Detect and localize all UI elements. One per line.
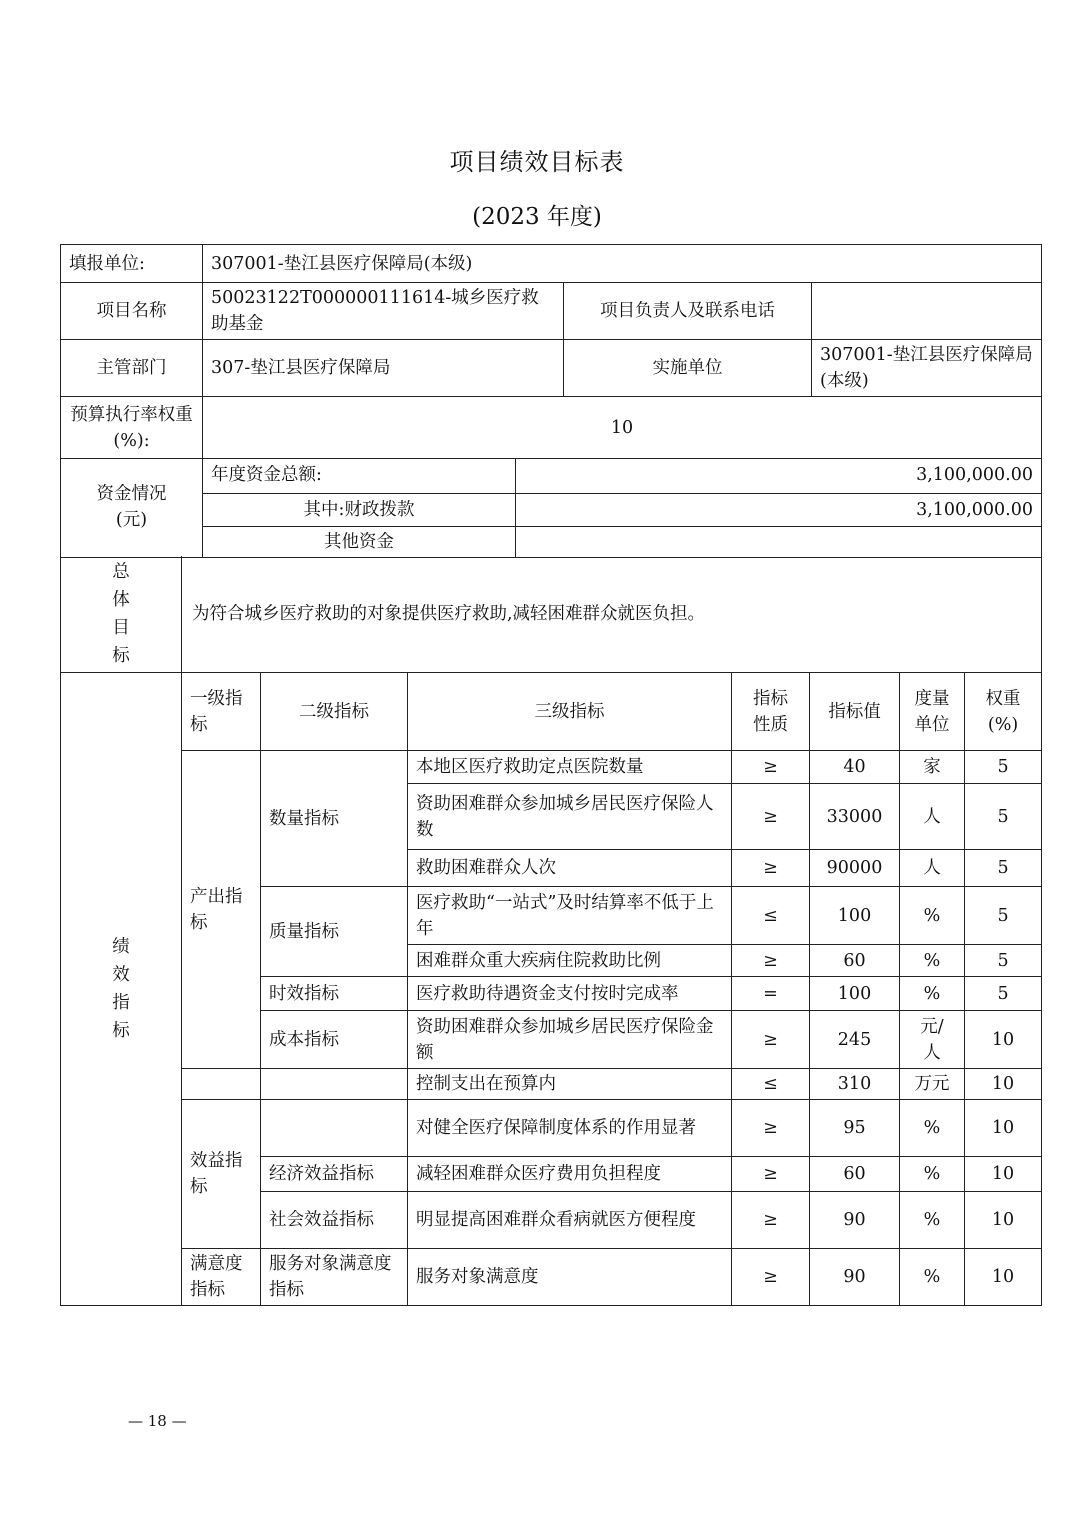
indicator-name: 减轻困难群众医疗费用负担程度 (408, 1157, 732, 1192)
funds-table (60, 458, 1042, 558)
indicator-nature: ≥ (732, 1157, 810, 1192)
group-output: 产出指标 (182, 751, 261, 1069)
indicator-weight: 10 (965, 1069, 1042, 1100)
indicator-name: 医疗救助“一站式”及时结算率不低于上年 (408, 887, 732, 945)
level2-empty (261, 1069, 408, 1100)
subgroup-service: 服务对象满意度指标 (261, 1249, 408, 1306)
indicator-weight: 5 (965, 977, 1042, 1011)
indicator-unit: % (900, 977, 965, 1011)
indicator-unit: % (900, 1192, 965, 1249)
reporting-unit-value: 307001-垫江县医疗保障局(本级) (203, 245, 1042, 283)
project-name-label: 项目名称 (61, 283, 203, 340)
department-label: 主管部门 (61, 340, 203, 397)
indicator-nature: ≥ (732, 1249, 810, 1306)
indicator-name: 医疗救助待遇资金支付按时完成率 (408, 977, 732, 1011)
indicator-name: 本地区医疗救助定点医院数量 (408, 751, 732, 784)
indicator-nature: ≥ (732, 850, 810, 887)
header-value: 指标值 (810, 673, 900, 751)
indicator-nature: ≤ (732, 1069, 810, 1100)
indicator-unit: % (900, 1249, 965, 1306)
funds-fiscal-value: 3,100,000.00 (516, 493, 1042, 526)
level2-empty (261, 1100, 408, 1157)
implementing-unit-value: 307001-垫江县医疗保障局(本级) (812, 340, 1042, 397)
indicator-nature: ≥ (732, 1192, 810, 1249)
page-number: — 18 — (128, 1412, 187, 1430)
reporting-unit-label: 填报单位: (61, 245, 203, 283)
indicator-weight: 10 (965, 1192, 1042, 1249)
department-value: 307-垫江县医疗保障局 (203, 340, 564, 397)
performance-table (60, 556, 1042, 1306)
indicator-weight: 5 (965, 887, 1042, 945)
indicator-weight: 5 (965, 784, 1042, 850)
indicator-unit: 人 (900, 784, 965, 850)
funds-label: 资金情况(元) (61, 458, 203, 557)
indicator-value: 245 (810, 1011, 900, 1069)
indicator-weight: 5 (965, 850, 1042, 887)
indicator-nature: ≥ (732, 1011, 810, 1069)
indicator-unit: % (900, 945, 965, 977)
goal-text: 为符合城乡医疗救助的对象提供医疗救助,减轻困难群众就医负担。 (182, 556, 1042, 673)
indicator-nature: ≥ (732, 945, 810, 977)
indicator-value: 310 (810, 1069, 900, 1100)
indicator-unit: % (900, 1100, 965, 1157)
budget-weight-value: 10 (203, 397, 1042, 459)
indicator-value: 40 (810, 751, 900, 784)
indicator-nature: ≤ (732, 887, 810, 945)
budget-weight-label: 预算执行率权重(%): (61, 397, 203, 459)
project-lead-value (812, 283, 1042, 340)
indicator-unit: 人 (900, 850, 965, 887)
indicator-name: 对健全医疗保障制度体系的作用显著 (408, 1100, 732, 1157)
page-subtitle: (2023 年度) (472, 204, 602, 230)
subgroup-quality: 质量指标 (261, 887, 408, 977)
project-lead-label: 项目负责人及联系电话 (564, 283, 812, 340)
indicator-unit: 元/人 (900, 1011, 965, 1069)
indicator-name: 困难群众重大疾病住院救助比例 (408, 945, 732, 977)
indicator-name: 资助困难群众参加城乡居民医疗保险金额 (408, 1011, 732, 1069)
funds-total-label: 年度资金总额: (203, 458, 516, 493)
level1-empty (182, 1069, 261, 1100)
funds-total-value: 3,100,000.00 (516, 458, 1042, 493)
indicator-nature: ≥ (732, 784, 810, 850)
subgroup-quantity: 数量指标 (261, 751, 408, 887)
indicator-value: 33000 (810, 784, 900, 850)
funds-other-value (516, 526, 1042, 557)
header-level2: 二级指标 (261, 673, 408, 751)
page-title: 项目绩效目标表 (449, 148, 625, 176)
project-info-table (60, 244, 1042, 459)
indicator-weight: 10 (965, 1011, 1042, 1069)
project-name-value: 50023122T000000111614-城乡医疗救助基金 (203, 283, 564, 340)
indicator-value: 100 (810, 977, 900, 1011)
indicator-value: 90 (810, 1192, 900, 1249)
subgroup-economic: 经济效益指标 (261, 1157, 408, 1192)
header-level3: 三级指标 (408, 673, 732, 751)
header-nature: 指标性质 (732, 673, 810, 751)
funds-fiscal-label: 其中:财政拨款 (203, 493, 516, 526)
indicator-weight: 10 (965, 1100, 1042, 1157)
indicator-weight: 10 (965, 1249, 1042, 1306)
indicator-name: 明显提高困难群众看病就医方便程度 (408, 1192, 732, 1249)
indicator-value: 95 (810, 1100, 900, 1157)
funds-other-label: 其他资金 (203, 526, 516, 557)
indicator-nature: ≥ (732, 751, 810, 784)
header-unit: 度量单位 (900, 673, 965, 751)
indicator-weight: 5 (965, 945, 1042, 977)
indicator-name: 资助困难群众参加城乡居民医疗保险人数 (408, 784, 732, 850)
indicator-name: 救助困难群众人次 (408, 850, 732, 887)
header-level1: 一级指标 (182, 673, 261, 751)
indicator-value: 90000 (810, 850, 900, 887)
group-benefit: 效益指标 (182, 1100, 261, 1249)
indicator-unit: 家 (900, 751, 965, 784)
indicator-name: 控制支出在预算内 (408, 1069, 732, 1100)
implementing-unit-label: 实施单位 (564, 340, 812, 397)
indicator-nature: ≥ (732, 1100, 810, 1157)
header-weight: 权重(%) (965, 673, 1042, 751)
goal-label: 总 体 目 标 (61, 556, 182, 673)
subgroup-cost: 成本指标 (261, 1011, 408, 1069)
indicator-unit: 万元 (900, 1069, 965, 1100)
indicator-value: 90 (810, 1249, 900, 1306)
performance-label: 绩 效 指 标 (61, 673, 182, 1306)
indicator-value: 60 (810, 945, 900, 977)
indicator-weight: 10 (965, 1157, 1042, 1192)
subgroup-timeliness: 时效指标 (261, 977, 408, 1011)
indicator-name: 服务对象满意度 (408, 1249, 732, 1306)
indicator-nature: = (732, 977, 810, 1011)
group-satisfaction: 满意度指标 (182, 1249, 261, 1306)
indicator-value: 60 (810, 1157, 900, 1192)
indicator-unit: % (900, 1157, 965, 1192)
indicator-weight: 5 (965, 751, 1042, 784)
indicator-value: 100 (810, 887, 900, 945)
subgroup-social: 社会效益指标 (261, 1192, 408, 1249)
indicator-unit: % (900, 887, 965, 945)
